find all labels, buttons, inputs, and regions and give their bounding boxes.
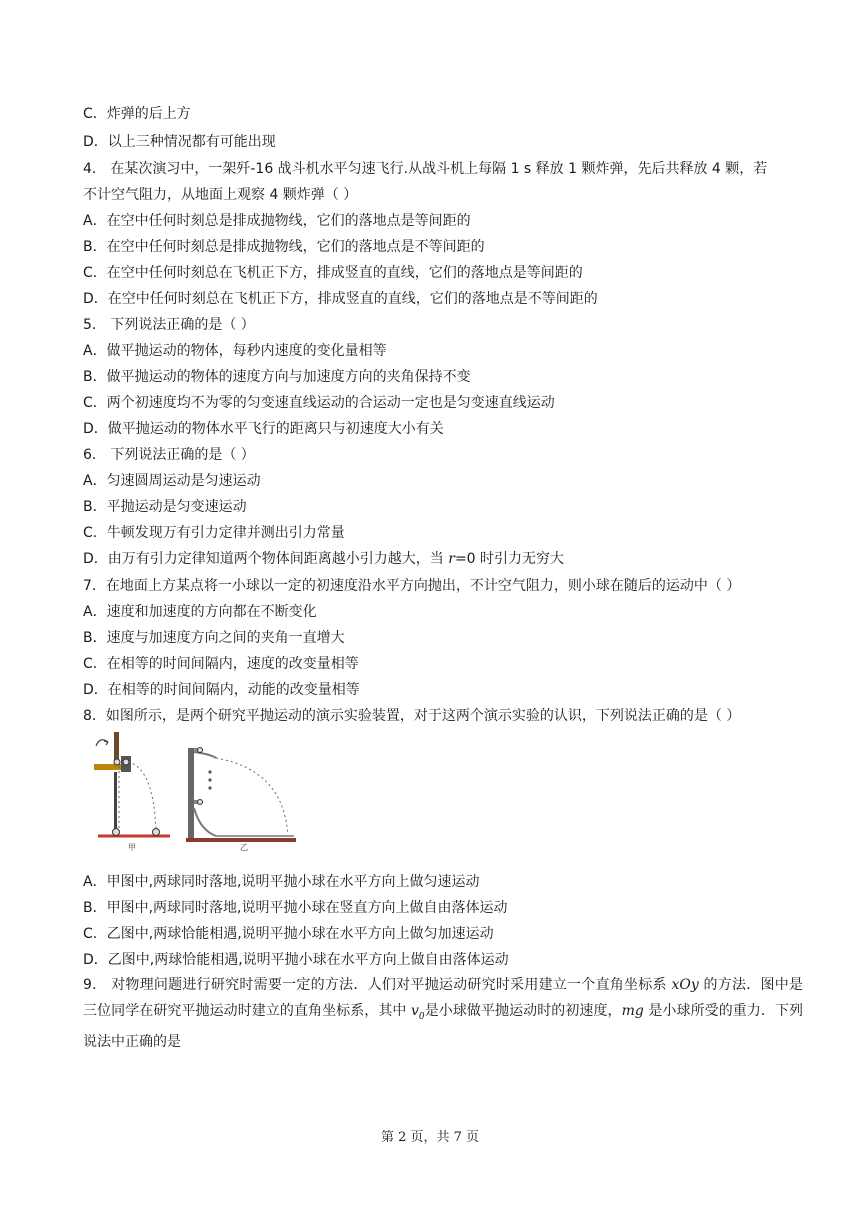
- upper-track: [194, 752, 216, 758]
- ball-free-fall-start: [114, 759, 120, 765]
- ball-lower: [198, 800, 203, 805]
- q9-v0-sub: 0: [418, 1011, 425, 1022]
- apparatus-yi: [186, 748, 296, 853]
- q9-stem: [83, 973, 803, 1056]
- q6-option-c: C．牛顿发现万有引力定律并测出引力常量: [83, 525, 345, 541]
- q6-option-d-post: =0 时引力无穷大: [454, 551, 565, 567]
- q6-option-b: B．平抛运动是匀变速运动: [83, 499, 247, 515]
- q9-xoy: xOy: [671, 977, 699, 993]
- yi-projectile-path: [216, 758, 288, 836]
- q6-option-d: [83, 549, 564, 569]
- trajectory-dot-1: [208, 770, 211, 773]
- q5-option-b: B．做平抛运动的物体的速度方向与加速度方向的夹角保持不变: [83, 369, 471, 385]
- q9-part4: 是小球所受的重力．下列说法中正确的是: [83, 1002, 804, 1050]
- ball-landed-a: [113, 829, 120, 836]
- q7-option-a: A．速度和加速度的方向都在不断变化: [83, 604, 317, 620]
- q9-part2: 的方法．图中是三位同学在研究平抛运动时建立的直角坐标系，其中: [83, 977, 804, 1019]
- lower-track: [194, 808, 216, 836]
- q9-part3: 是小球做平抛运动时的初速度，: [424, 1002, 622, 1019]
- label-yi: 乙: [240, 843, 248, 852]
- q9-part1: 9． 对物理问题进行研究时需要一定的方法．人们对平抛运动研究时采用建立一个直角坐标系: [83, 977, 672, 993]
- q7-option-b: B．速度与加速度方向之间的夹角一直增大: [83, 630, 345, 646]
- projectile-path: [128, 762, 156, 832]
- q5-option-c: C．两个初速度均不为零的匀变速直线运动的合运动一定也是匀变速直线运动: [83, 395, 555, 411]
- trajectory-dot-2: [208, 778, 211, 781]
- q8-stem: 8．如图所示，是两个研究平抛运动的演示实验装置，对于这两个演示实验的认识，下列说法正确的是（ ）: [83, 708, 741, 724]
- q7-option-c: C．在相等的时间间隔内，速度的改变量相等: [83, 656, 359, 672]
- q6-option-d-var: r: [448, 551, 455, 567]
- q8-option-a: A．甲图中,两球同时落地,说明平抛小球在水平方向上做匀速运动: [83, 874, 480, 890]
- q8-option-c: C．乙图中,两球恰能相遇,说明平抛小球在水平方向上做匀加速运动: [83, 926, 494, 942]
- q5-stem: 5． 下列说法正确的是（ ）: [83, 317, 255, 333]
- q8-figure: [88, 728, 302, 854]
- q9-mg: mg: [621, 1002, 644, 1019]
- q7-stem: 7．在地面上方某点将一小球以一定的初速度沿水平方向抛出，不计空气阻力，则小球在随后的运动中（ ）: [83, 578, 741, 594]
- q4-stem-line1: 4． 在某次演习中，一架歼-16 战斗机水平匀速飞行.从战斗机上每隔 1 s 释放 1 颗炸弹，先后共释放 4 颗，若: [83, 161, 768, 177]
- q3-option-c: C．炸弹的后上方: [83, 106, 191, 122]
- q8-option-d: D．乙图中,两球恰能相遇,说明平抛小球在水平方向上做自由落体运动: [83, 952, 509, 968]
- q4-option-b: B．在空中任何时刻总是排成抛物线，它们的落地点是不等间距的: [83, 239, 485, 255]
- label-jia: 甲: [128, 843, 136, 852]
- q4-option-a: A．在空中任何时刻总是排成抛物线，它们的落地点是等间距的: [83, 213, 471, 229]
- trajectory-dot-3: [208, 786, 211, 789]
- q8-option-b: B．甲图中,两球同时落地,说明平抛小球在竖直方向上做自由落体运动: [83, 900, 508, 916]
- q5-option-d: D．做平抛运动的物体水平飞行的距离只与初速度大小有关: [83, 421, 444, 437]
- q6-stem: 6． 下列说法正确的是（ ）: [83, 447, 255, 463]
- ball-upper: [198, 748, 203, 753]
- q6-option-d-pre: D．由万有引力定律知道两个物体间距离越小引力越大，当: [83, 551, 449, 567]
- q4-stem-line2: 不计空气阻力，从地面上观察 4 颗炸弹（ ）: [83, 187, 358, 203]
- ball-landed-b: [153, 829, 160, 836]
- arrow-head-icon: [104, 741, 108, 745]
- striker-rod: [114, 732, 119, 762]
- q3-option-d: D．以上三种情况都有可能出现: [83, 134, 276, 150]
- q4-option-c: C．在空中任何时刻总在飞机正下方，排成竖直的直线，它们的落地点是等间距的: [83, 265, 583, 281]
- q5-option-a: A．做平抛运动的物体，每秒内速度的变化量相等: [83, 343, 387, 359]
- ground-yi: [186, 838, 296, 842]
- stand-pole: [114, 772, 117, 834]
- q6-option-a: A．匀速圆周运动是匀速运动: [83, 473, 261, 489]
- vertical-board: [188, 748, 194, 840]
- q4-option-d: D．在空中任何时刻总在飞机正下方，排成竖直的直线，它们的落地点是不等间距的: [83, 291, 598, 307]
- q9-v0: v: [410, 1002, 419, 1019]
- apparatus-jia: [94, 732, 170, 852]
- q7-option-d: D．在相等的时间间隔内，动能的改变量相等: [83, 682, 360, 698]
- page-footer: 第 2 页，共 7 页: [380, 1130, 480, 1145]
